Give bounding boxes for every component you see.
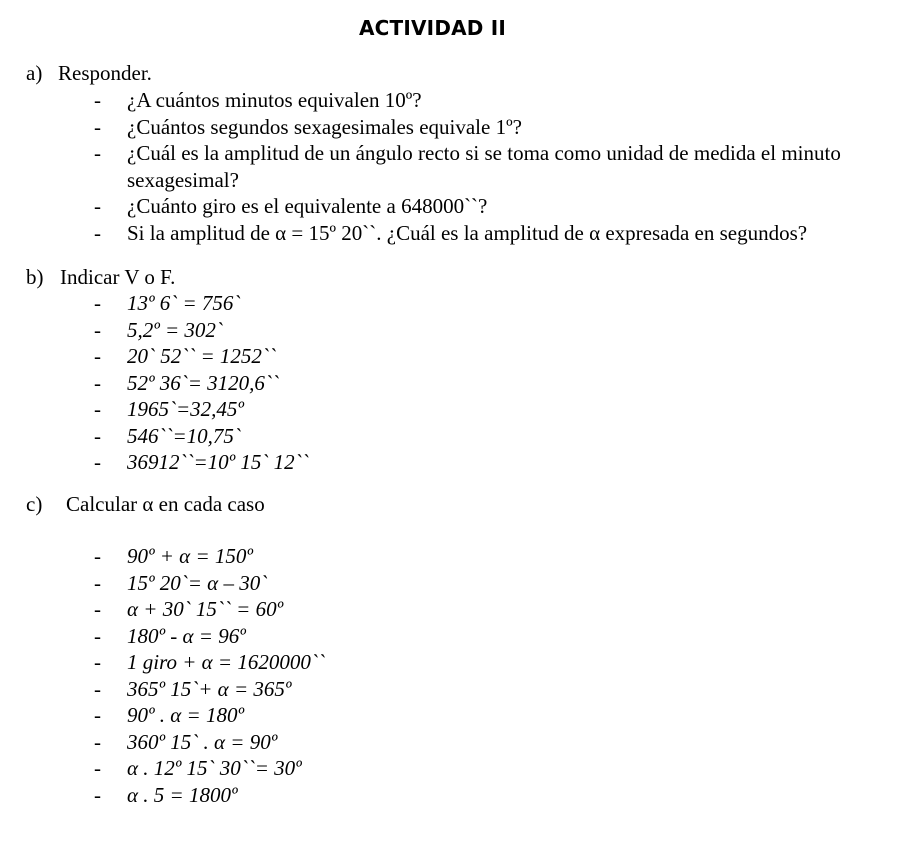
bullet-dash: -	[94, 397, 101, 421]
bullet-dash: -	[94, 650, 101, 674]
list-item: - α . 5 = 1800º	[94, 782, 238, 807]
section-c-list	[0, 543, 325, 808]
list-item: - 365º 15`+ α = 365º	[94, 676, 292, 701]
list-item: - ¿Cuál es la amplitud de un ángulo recto si se toma como unidad de medida el minuto sexagesimal?	[94, 141, 841, 192]
list-item: - 546``=10,75`	[94, 423, 241, 448]
list-item: - 180º - α = 96º	[94, 623, 246, 648]
list-item: - 1965`=32,45º	[94, 397, 244, 421]
list-item: - α + 30` 15`` = 60º	[94, 597, 284, 621]
list-item: - 13º 6` = 756`	[94, 291, 241, 315]
section-a-list	[0, 87, 877, 246]
list-item: - ¿A cuántos minutos equivalen 10º?	[94, 88, 422, 112]
section-a-title: Responder.	[58, 61, 152, 85]
section-b-list	[0, 290, 309, 476]
section-a-letter: a)	[26, 61, 43, 85]
bullet-dash: -	[94, 756, 101, 780]
bullet-dash: -	[94, 544, 101, 568]
list-item: - 90º . α = 180º	[94, 703, 244, 727]
bullet-dash: -	[94, 317, 101, 342]
bullet-dash: -	[94, 423, 101, 448]
list-item: - 90º + α = 150º	[94, 544, 253, 568]
list-item: - 360º 15` . α = 90º	[94, 729, 278, 754]
list-item: - 20` 52`` = 1252``	[94, 344, 276, 368]
section-a-heading	[26, 60, 152, 86]
bullet-dash: -	[94, 782, 101, 807]
bullet-dash: -	[94, 703, 101, 727]
list-item: - 1 giro + α = 1620000``	[94, 650, 325, 674]
bullet-dash: -	[94, 88, 101, 112]
list-item: - α . 12º 15` 30``= 30º	[94, 756, 302, 780]
section-c-title: Calcular α en cada caso	[66, 492, 265, 516]
list-item: - 5,2º = 302`	[94, 317, 223, 342]
list-item: - 36912``=10º 15` 12``	[94, 450, 309, 474]
list-item: - ¿Cuántos segundos sexagesimales equivale 1º?	[94, 114, 522, 139]
list-item: - 52º 36`= 3120,6``	[94, 370, 279, 395]
bullet-dash: -	[94, 729, 101, 754]
section-b-letter: b)	[26, 265, 44, 289]
bullet-dash: -	[94, 570, 101, 595]
bullet-dash: -	[94, 114, 101, 139]
section-b-heading	[26, 264, 175, 290]
bullet-dash: -	[94, 344, 101, 368]
section-c-letter: c)	[26, 492, 43, 516]
list-item: - Si la amplitud de α = 15º 20``. ¿Cuál es la amplitud de α expresada en segundos?	[94, 220, 808, 245]
page-title: ACTIVIDAD II	[358, 16, 507, 40]
list-item: - ¿Cuánto giro es el equivalente a 648000``?	[94, 194, 488, 218]
list-item: - 15º 20`= α – 30`	[94, 570, 268, 595]
bullet-dash: -	[94, 194, 101, 218]
section-c-heading	[26, 491, 265, 517]
bullet-dash: -	[94, 676, 101, 701]
bullet-dash: -	[94, 450, 101, 474]
bullet-dash: -	[94, 597, 101, 621]
bullet-dash: -	[94, 141, 101, 165]
section-b-title: Indicar V o F.	[60, 265, 176, 289]
bullet-dash: -	[94, 291, 101, 315]
bullet-dash: -	[94, 220, 101, 245]
bullet-dash: -	[94, 370, 101, 395]
bullet-dash: -	[94, 623, 101, 648]
